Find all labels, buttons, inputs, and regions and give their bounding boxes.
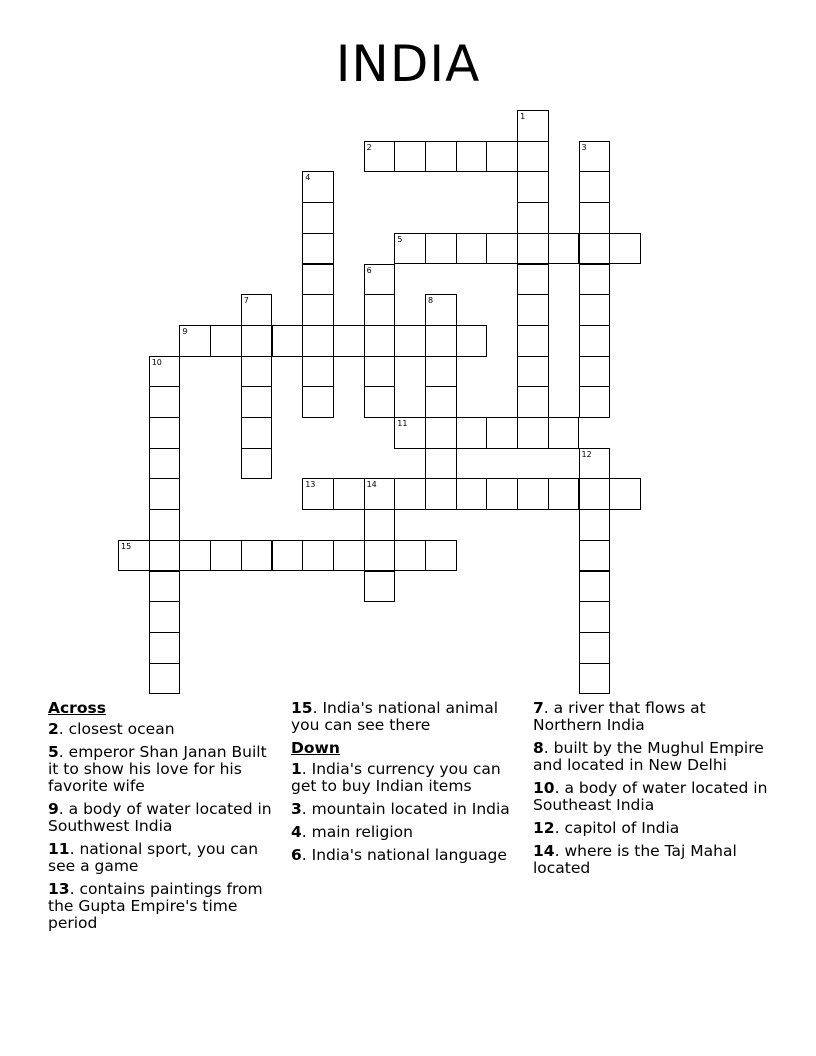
grid-cell[interactable] [425, 233, 457, 265]
clue-number-2: 2 [366, 142, 372, 152]
down-heading: Down [291, 739, 340, 757]
grid-cell[interactable] [579, 202, 611, 234]
clue-down-8: 8. built by the Mughul Empire and located in New Delhi [533, 739, 764, 774]
grid-cell[interactable] [548, 233, 580, 265]
grid-cell[interactable] [425, 141, 457, 173]
clue-number-4: 4 [305, 173, 311, 183]
grid-cell[interactable] [517, 141, 549, 173]
clue-number-10: 10 [151, 357, 162, 367]
grid-cell[interactable] [517, 171, 549, 203]
grid-cell[interactable] [272, 540, 304, 572]
grid-cell[interactable] [210, 325, 242, 357]
grid-cell[interactable] [579, 356, 611, 388]
grid-cell[interactable] [425, 540, 457, 572]
clue-number-3: 3 [581, 142, 587, 152]
grid-cell[interactable] [149, 663, 181, 695]
grid-cell[interactable] [149, 478, 181, 510]
grid-cell[interactable] [241, 356, 273, 388]
clue-across-11: 11. national sport, you can see a game [48, 840, 259, 875]
clue-across-5: 5. emperor Shan Janan Built it to show his love for his favorite wife [48, 743, 267, 795]
clue-down-1: 1. India's currency you can get to buy Indian items [291, 760, 501, 795]
clue-number-14: 14 [366, 480, 377, 490]
grid-cell[interactable] [302, 540, 334, 572]
clue-across-15: 15. India's national animal you can see there [291, 699, 499, 734]
grid-cell[interactable] [149, 601, 181, 633]
grid-cell[interactable] [517, 417, 549, 449]
clue-number-8: 8 [428, 296, 434, 306]
grid-cell[interactable] [579, 509, 611, 541]
grid-cell[interactable] [364, 540, 396, 572]
grid-cell[interactable] [579, 601, 611, 633]
grid-cell[interactable] [579, 386, 611, 418]
grid-cell[interactable] [486, 141, 518, 173]
grid-cell[interactable] [241, 386, 273, 418]
grid-cell[interactable] [425, 478, 457, 510]
grid-cell[interactable] [486, 478, 518, 510]
clue-number-9: 9 [182, 326, 188, 336]
grid-cell[interactable] [517, 294, 549, 326]
clue-across-13: 13. contains paintings from the Gupta Empire's time period [48, 880, 263, 932]
grid-cell[interactable] [364, 571, 396, 603]
grid-cell[interactable] [456, 141, 488, 173]
grid-cell[interactable] [517, 202, 549, 234]
grid-cell[interactable] [456, 325, 488, 357]
grid-cell[interactable] [394, 540, 426, 572]
grid-cell[interactable] [302, 233, 334, 265]
grid-cell[interactable] [394, 325, 426, 357]
grid-cell[interactable] [579, 571, 611, 603]
grid-cell[interactable] [456, 233, 488, 265]
grid-cell[interactable] [548, 478, 580, 510]
clue-across-9: 9. a body of water located in Southwest India [48, 800, 272, 835]
grid-cell[interactable] [272, 325, 304, 357]
clues-column-2 [291, 700, 523, 870]
grid-cell[interactable] [364, 325, 396, 357]
clue-number-6: 6 [366, 265, 372, 275]
grid-cell[interactable] [486, 233, 518, 265]
grid-cell[interactable] [579, 325, 611, 357]
grid-cell[interactable] [302, 325, 334, 357]
grid-cell[interactable] [517, 264, 549, 296]
grid-cell[interactable] [456, 417, 488, 449]
grid-cell[interactable] [579, 478, 611, 510]
grid-cell[interactable] [149, 509, 181, 541]
grid-cell[interactable] [456, 478, 488, 510]
clue-down-14: 14. where is the Taj Mahal located [533, 842, 737, 877]
grid-cell[interactable] [333, 325, 365, 357]
grid-cell[interactable] [486, 417, 518, 449]
grid-cell[interactable] [241, 325, 273, 357]
grid-cell[interactable] [517, 233, 549, 265]
grid-cell[interactable] [609, 233, 641, 265]
grid-cell[interactable] [579, 264, 611, 296]
clue-down-10: 10. a body of water located in Southeast India [533, 779, 768, 814]
grid-cell[interactable] [425, 356, 457, 388]
grid-cell[interactable] [425, 325, 457, 357]
clue-number-13: 13 [305, 480, 316, 490]
grid-cell[interactable] [302, 356, 334, 388]
clue-number-11: 11 [397, 419, 408, 428]
grid-cell[interactable] [241, 417, 273, 449]
grid-cell[interactable] [149, 540, 181, 572]
grid-cell[interactable] [579, 294, 611, 326]
clue-across-2: 2. closest ocean [48, 720, 175, 738]
grid-cell[interactable] [579, 663, 611, 695]
grid-cell[interactable] [302, 386, 334, 418]
grid-cell[interactable] [394, 141, 426, 173]
grid-cell[interactable] [333, 478, 365, 510]
grid-cell[interactable] [517, 478, 549, 510]
grid-cell[interactable] [364, 356, 396, 388]
grid-cell[interactable] [302, 294, 334, 326]
grid-cell[interactable] [241, 540, 273, 572]
grid-cell[interactable] [149, 386, 181, 418]
clue-down-6: 6. India's national language [291, 846, 507, 864]
grid-cell[interactable] [149, 417, 181, 449]
grid-cell[interactable] [517, 325, 549, 357]
grid-cell[interactable] [425, 386, 457, 418]
grid-cell[interactable] [179, 540, 211, 572]
across-heading: Across [48, 699, 106, 717]
grid-cell[interactable] [302, 264, 334, 296]
grid-cell[interactable] [579, 171, 611, 203]
grid-cell[interactable] [149, 448, 181, 480]
clue-number-7: 7 [243, 296, 249, 306]
grid-cell[interactable] [579, 540, 611, 572]
clues-column-3 [533, 700, 773, 883]
grid-cell[interactable] [364, 386, 396, 418]
puzzle-title: INDIA [335, 35, 481, 93]
grid-cell[interactable] [149, 632, 181, 664]
grid-cell[interactable] [241, 448, 273, 480]
grid-cell[interactable] [579, 632, 611, 664]
grid-cell[interactable] [364, 509, 396, 541]
grid-cell[interactable] [302, 202, 334, 234]
clue-number-5: 5 [397, 234, 403, 244]
clue-down-4: 4. main religion [291, 823, 413, 841]
grid-cell[interactable] [609, 478, 641, 510]
clue-number-15: 15 [121, 541, 132, 551]
clue-down-3: 3. mountain located in India [291, 800, 510, 818]
grid-cell[interactable] [517, 386, 549, 418]
grid-cell[interactable] [425, 417, 457, 449]
grid-cell[interactable] [210, 540, 242, 572]
grid-cell[interactable] [394, 478, 426, 510]
grid-cell[interactable] [517, 356, 549, 388]
clues-column-1 [48, 700, 278, 938]
grid-cell[interactable] [333, 540, 365, 572]
clue-down-7: 7. a river that flows at Northern India [533, 699, 706, 734]
grid-cell[interactable] [149, 571, 181, 603]
grid-cell[interactable] [364, 294, 396, 326]
grid-cell[interactable] [579, 233, 611, 265]
grid-cell[interactable] [425, 448, 457, 480]
clue-number-12: 12 [581, 449, 592, 459]
clue-number-1: 1 [520, 112, 526, 121]
clue-down-12: 12. capitol of India [533, 819, 680, 837]
grid-cell[interactable] [548, 417, 580, 449]
